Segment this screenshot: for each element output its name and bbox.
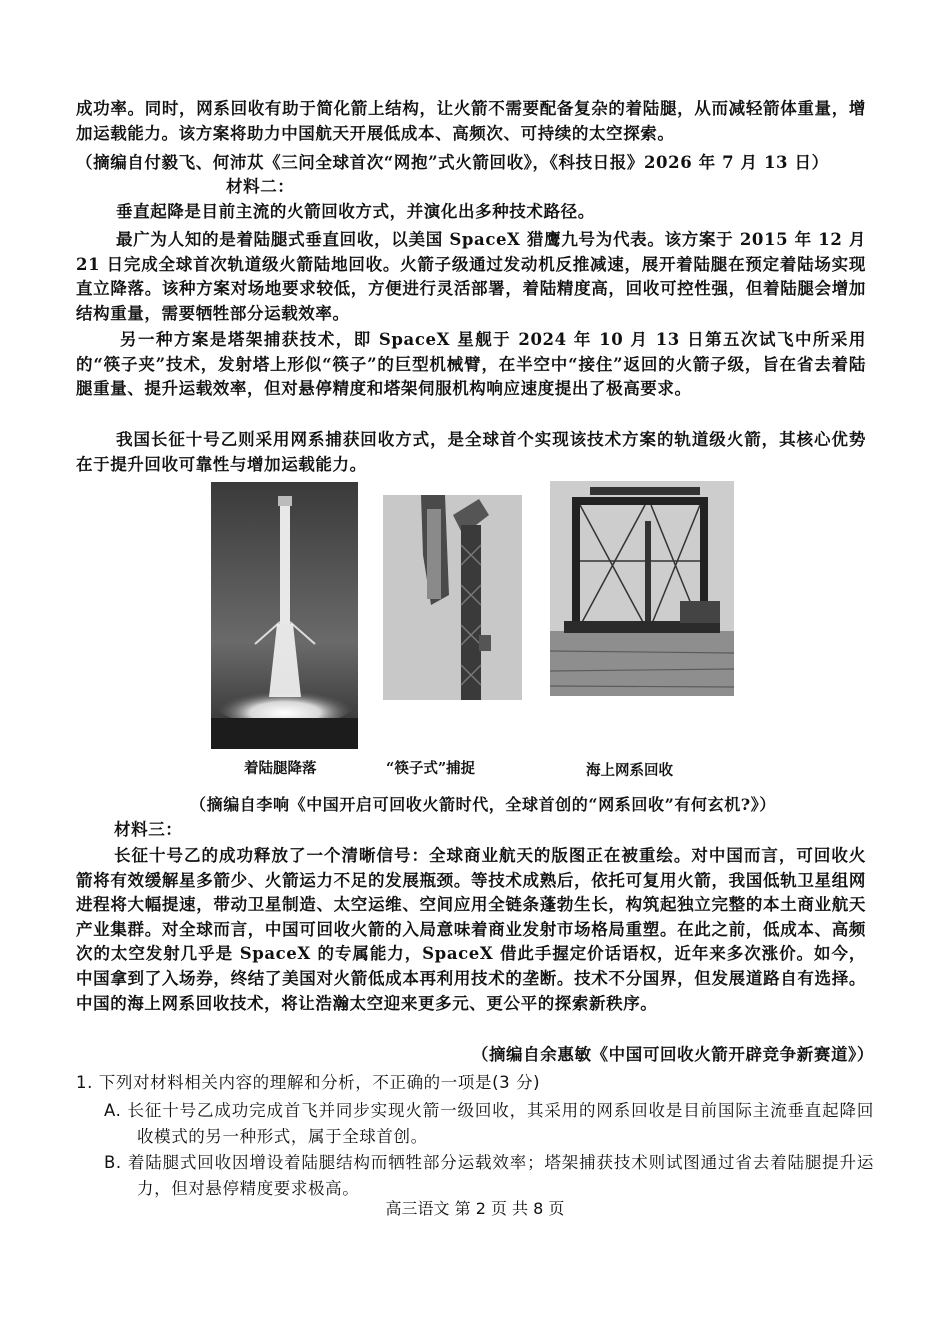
figure-caption-1: 着陆腿降落 xyxy=(244,760,317,777)
question-1-option-b: B. 着陆腿式回收因增设着陆腿结构而牺牲部分运载效率；塔架捕获技术则试图通过省去着陆腿提升运力，但对悬停精度要求极高。 xyxy=(104,1153,874,1198)
chopsticks-catch-icon xyxy=(383,495,522,700)
material2-para-3: 另一种方案是塔架捕获技术，即 SpaceX 星舰于 2024 年 10 月 13 日第五次试飞中所采用的“筷子夹”技术，发射塔上形似“筷子”的巨型机械臂，在半空中“接住”返回的火箭子级，旨在省去着陆腿重量、提升运载效率，但对悬停精度和塔架伺服机构响应速度提出了极高要求。 xyxy=(76,330,866,399)
source1: （摘编自付毅飞、何沛苁《三问全球首次“网抱”式火箭回收》，《科技日报》2026 年 7 月 13 日） xyxy=(76,153,829,172)
source3: （摘编自余惠敏《中国可回收火箭开辟竞争新赛道》） xyxy=(471,1045,874,1064)
material2-para-2: 最广为人知的是着陆腿式垂直回收，以美国 SpaceX 猎鹰九号为代表。该方案于 2015 年 12 月 21 日完成全球首次轨道级火箭陆地回收。火箭子级通过发动机反推减速，展开着陆腿在预定着陆场实现直立降落。该种方案对场地要求较低，方便进行灵活部署，着陆精度高，回收可控性强，但着陆腿会增加结构重量，需要牺牲部分运载效率。 xyxy=(76,230,866,323)
rocket-landing-photo xyxy=(211,482,358,749)
source2: （摘编自李响《中国开启可回收火箭时代，全球首创的“网系回收”有何玄机?》） xyxy=(190,795,776,814)
material1-tail: 成功率。同时，网系回收有助于简化箭上结构，让火箭不需要配备复杂的着陆腿，从而减轻箭体重量，增加运载能力。该方案将助力中国航天开展低成本、高频次、可持续的太空探索。 xyxy=(76,99,866,143)
rocket-landing-icon xyxy=(211,482,358,749)
sea-net-recovery-photo xyxy=(550,481,734,696)
material3-para: 长征十号乙的成功释放了一个清晰信号：全球商业航天的版图正在被重绘。对中国而言，可回收火箭将有效缓解星多箭少、火箭运力不足的发展瓶颈。等技术成熟后，依托可复用火箭，我国低轨卫星组网进程将大幅提速，带动卫星制造、太空运维、空间应用全链条蓬勃生长，构筑起独立完整的本土商业航天产业集群。对全球而言，中国可回收火箭的入局意味着商业发射市场格局重塑。在此之前，低成本、高频次的太空发射几乎是 SpaceX 的专属能力，SpaceX 借此手握定价话语权，近年来多次涨价。如今，中国拿到了入场券，终结了美国对火箭低成本再利用技术的垄断。技术不分国界，但发展道路自有选择。中国的海上网系回收技术，将让浩瀚太空迎来更多元、更公平的探索新秩序。 xyxy=(76,846,866,1013)
question-1-stem: 1. 下列对材料相关内容的理解和分析，不正确的一项是(3 分) xyxy=(76,1073,541,1092)
material2-para-4: 我国长征十号乙则采用网系捕获回收方式，是全球首个实现该技术方案的轨道级火箭，其核心优势在于提升回收可靠性与增加运载能力。 xyxy=(76,430,866,474)
material2-para-1: 垂直起降是目前主流的火箭回收方式，并演化出多种技术路径。 xyxy=(116,202,595,221)
chopsticks-catch-photo xyxy=(383,495,522,700)
question-1-option-a: A. 长征十号乙成功完成首飞并同步实现火箭一级回收，其采用的网系回收是目前国际主流垂直起降回收模式的另一种形式，属于全球首创。 xyxy=(104,1101,874,1146)
sea-net-recovery-icon xyxy=(550,481,734,696)
page-footer: 高三语文 第 2 页 共 8 页 xyxy=(385,1199,565,1218)
material2-label: 材料二： xyxy=(226,177,295,196)
material3-label: 材料三： xyxy=(114,820,183,839)
figure-caption-3: 海上网系回收 xyxy=(586,762,673,779)
figure-caption-2: “筷子式”捕捉 xyxy=(386,760,476,777)
